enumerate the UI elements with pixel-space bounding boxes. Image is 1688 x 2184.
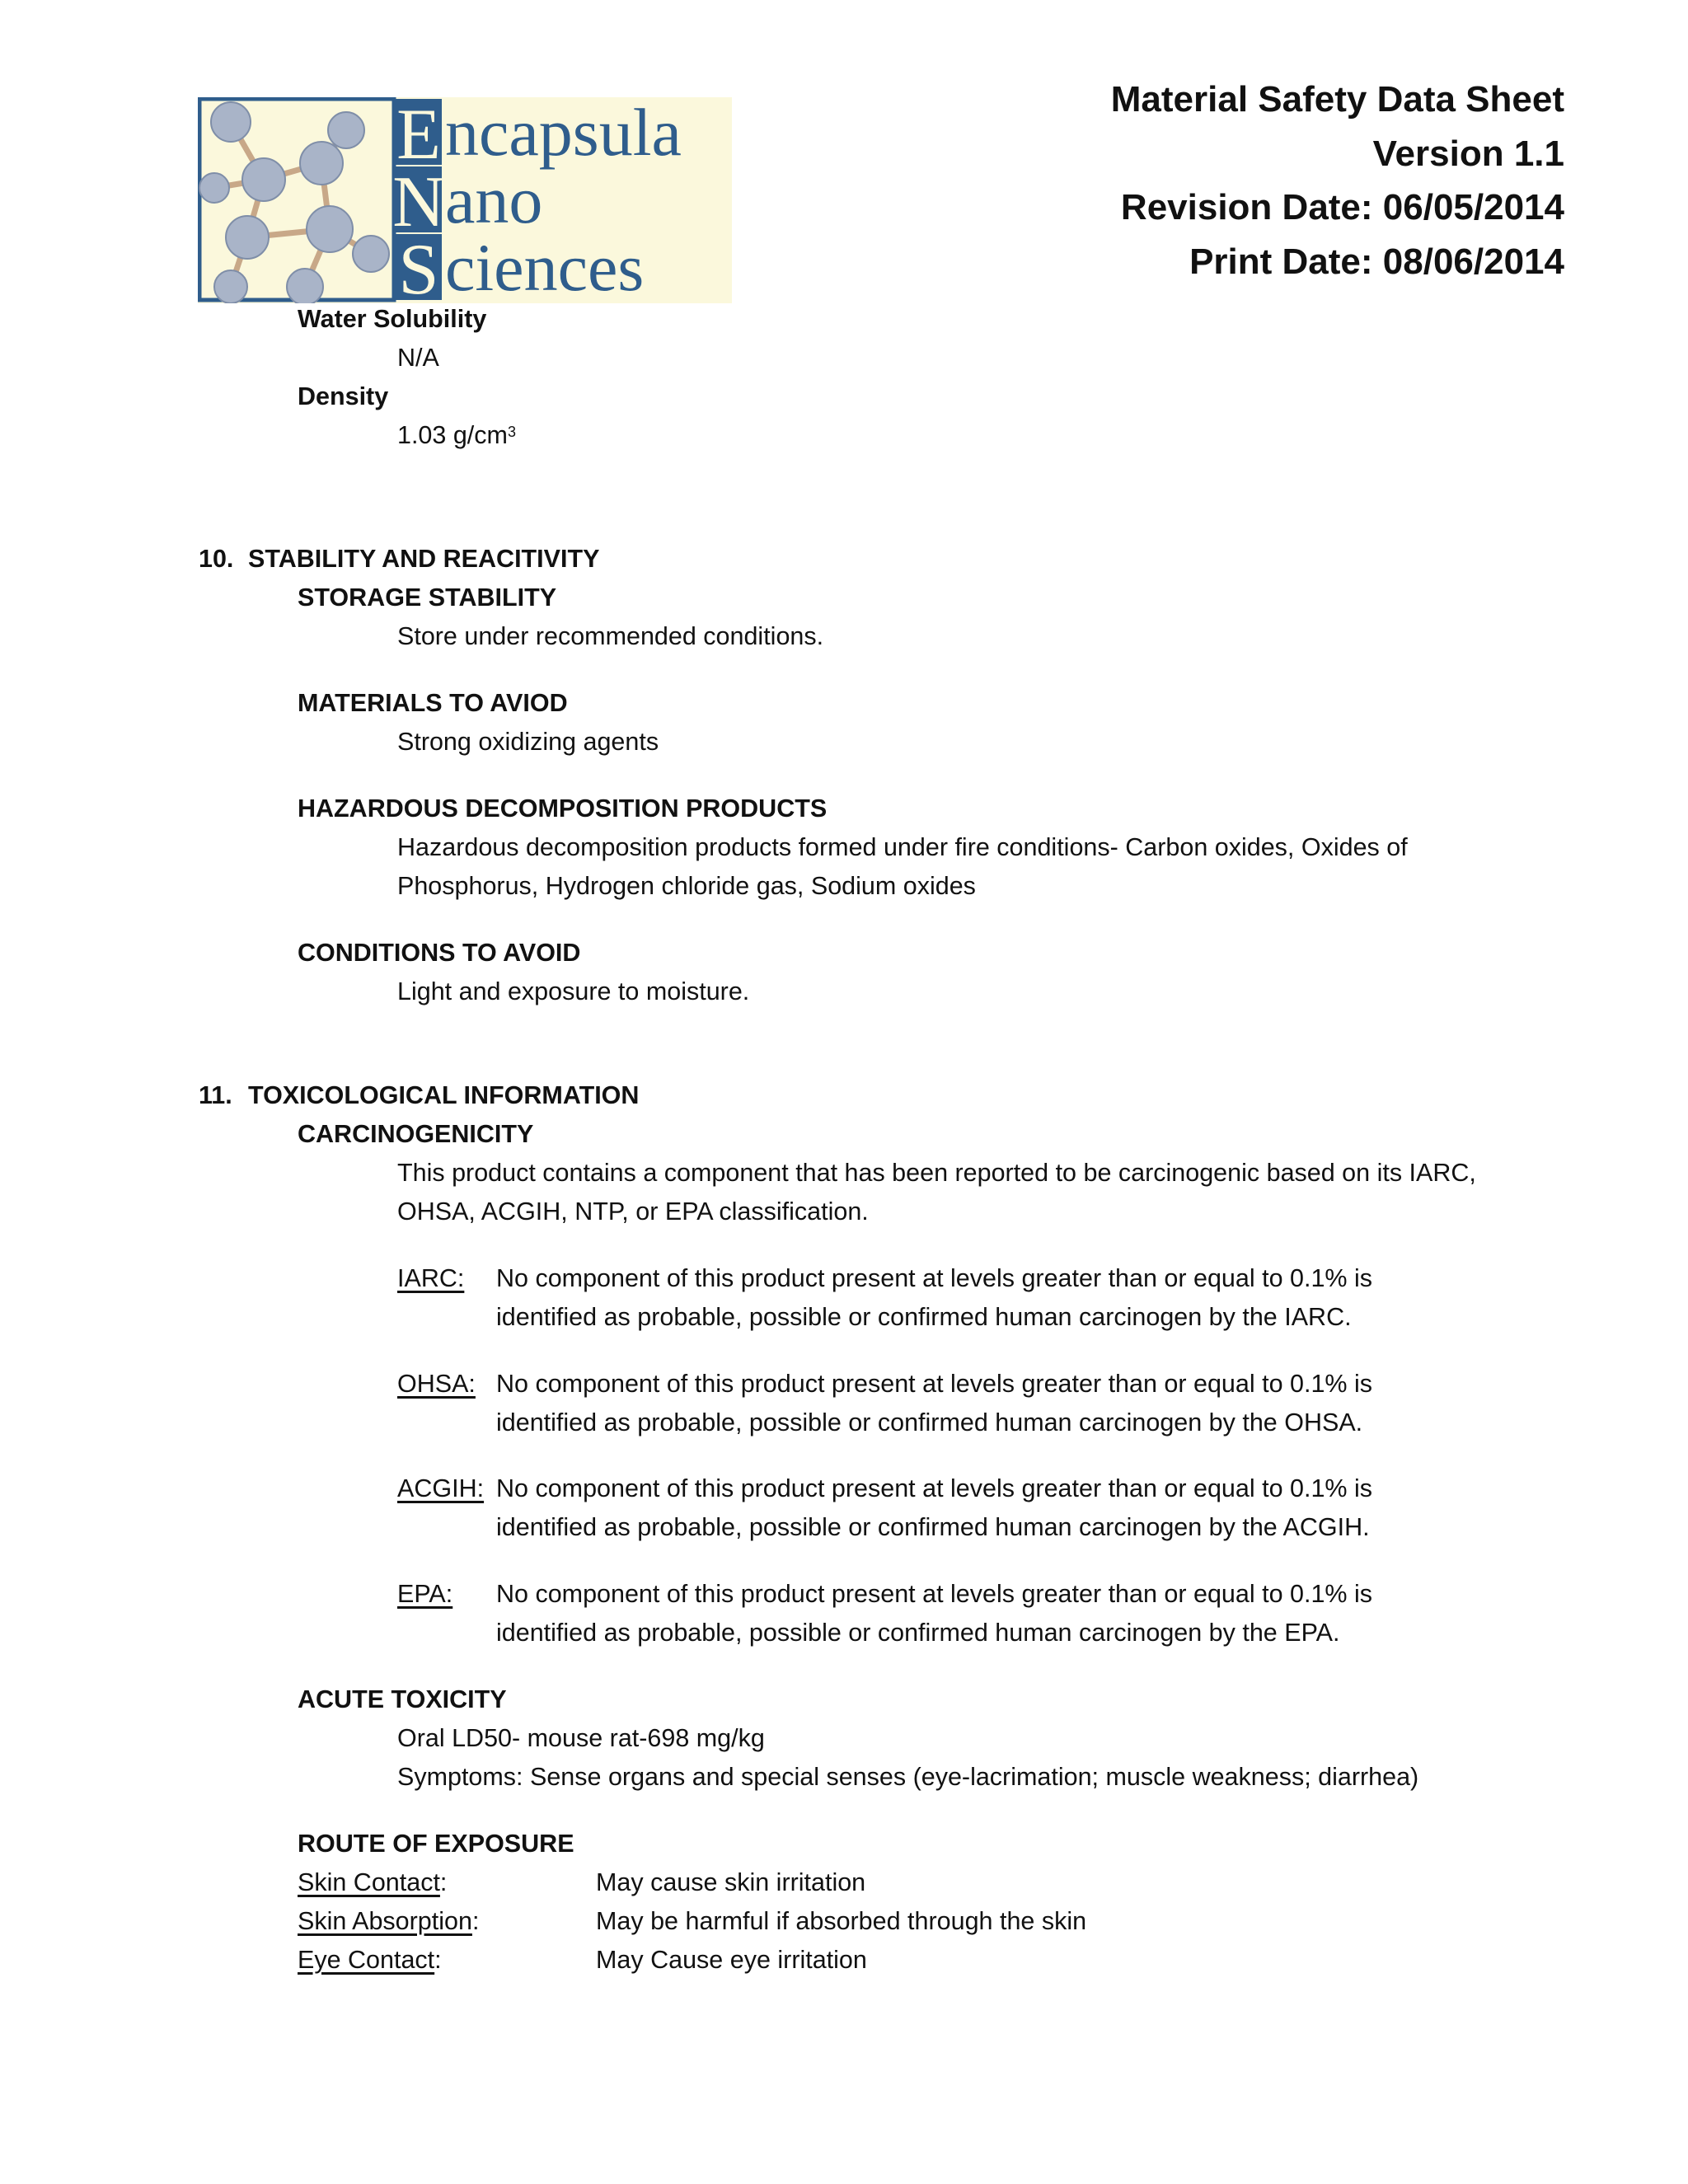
section-11-title: TOXICOLOGICAL INFORMATION bbox=[248, 1081, 640, 1109]
agency-label-iarc: IARC: bbox=[397, 1264, 465, 1292]
document-version: Version 1.1 bbox=[1372, 133, 1564, 174]
route-value-skin-absorption: May be harmful if absorbed through the skin bbox=[596, 1907, 1087, 1935]
svg-text:E: E bbox=[396, 97, 441, 175]
density-number: 1.03 g/cm bbox=[397, 421, 508, 449]
molecule-graphic bbox=[199, 99, 394, 303]
density-exponent: 3 bbox=[507, 424, 516, 440]
route-label-skin-contact: Skin Contact: bbox=[298, 1868, 448, 1896]
agency-label-acgih: ACGIH: bbox=[397, 1474, 485, 1502]
agency-text-acgih-1: No component of this product present at levels greater than or equal to 0.1% is bbox=[496, 1474, 1373, 1502]
agency-label-epa: EPA: bbox=[397, 1580, 453, 1608]
agency-text-ohsa-2: identified as probable, possible or confirmed human carcinogen by the OHSA. bbox=[496, 1408, 1363, 1436]
svg-text:ano: ano bbox=[445, 162, 543, 237]
route-name: Skin Contact bbox=[298, 1868, 440, 1896]
acute-toxicity-text-1: Oral LD50- mouse rat-698 mg/kg bbox=[397, 1724, 765, 1752]
materials-to-avoid-label: MATERIALS TO AVIOD bbox=[298, 689, 568, 717]
agency-text-acgih-2: identified as probable, possible or confirmed human carcinogen by the ACGIH. bbox=[496, 1513, 1370, 1541]
storage-stability-label: STORAGE STABILITY bbox=[298, 583, 557, 612]
route-label-skin-absorption: Skin Absorption: bbox=[298, 1907, 480, 1935]
agency-text-iarc-2: identified as probable, possible or confirmed human carcinogen by the IARC. bbox=[496, 1303, 1352, 1331]
revision-date: Revision Date: 06/05/2014 bbox=[1120, 187, 1564, 227]
section-11-number: 11. bbox=[199, 1081, 232, 1109]
water-solubility-label: Water Solubility bbox=[298, 305, 487, 333]
agency-label-ohsa: OHSA: bbox=[397, 1370, 476, 1398]
conditions-to-avoid-label: CONDITIONS TO AVOID bbox=[298, 939, 581, 967]
agency-text-epa-1: No component of this product present at levels greater than or equal to 0.1% is bbox=[496, 1580, 1373, 1608]
svg-text:S: S bbox=[398, 230, 439, 303]
route-value-skin-contact: May cause skin irritation bbox=[596, 1868, 866, 1896]
hazardous-decomposition-text-2: Phosphorus, Hydrogen chloride gas, Sodium oxides bbox=[397, 872, 976, 900]
document-title: Material Safety Data Sheet bbox=[1110, 79, 1564, 120]
materials-to-avoid-text: Strong oxidizing agents bbox=[397, 728, 659, 756]
svg-text:ciences: ciences bbox=[445, 230, 645, 303]
section-10-title: STABILITY AND REACITIVITY bbox=[248, 545, 600, 573]
carcinogenicity-label: CARCINOGENICITY bbox=[298, 1120, 534, 1148]
acute-toxicity-label: ACUTE TOXICITY bbox=[298, 1685, 507, 1713]
route-label-eye-contact: Eye Contact: bbox=[298, 1946, 442, 1974]
agency-text-iarc-1: No component of this product present at levels greater than or equal to 0.1% is bbox=[496, 1264, 1373, 1292]
route-name: Skin Absorption bbox=[298, 1907, 472, 1935]
encapsula-logo bbox=[198, 97, 732, 303]
hazardous-decomposition-text-1: Hazardous decomposition products formed under fire conditions- Carbon oxides, Oxides of bbox=[397, 833, 1408, 861]
hazardous-decomposition-label: HAZARDOUS DECOMPOSITION PRODUCTS bbox=[298, 794, 828, 823]
section-10-number: 10. bbox=[199, 545, 234, 573]
acute-toxicity-text-2: Symptoms: Sense organs and special senses (eye-lacrimation; muscle weakness; diarrhea) bbox=[397, 1763, 1419, 1791]
agency-text-ohsa-1: No component of this product present at levels greater than or equal to 0.1% is bbox=[496, 1370, 1373, 1398]
svg-text:N: N bbox=[392, 162, 445, 242]
agency-text-epa-2: identified as probable, possible or confirmed human carcinogen by the EPA. bbox=[496, 1619, 1340, 1647]
svg-text:ncapsula: ncapsula bbox=[445, 97, 682, 170]
density-label: Density bbox=[298, 382, 389, 410]
route-of-exposure-label: ROUTE OF EXPOSURE bbox=[298, 1830, 574, 1858]
carcinogenicity-text-1: This product contains a component that has been reported to be carcinogenic based on its IARC, bbox=[397, 1159, 1476, 1187]
conditions-to-avoid-text: Light and exposure to moisture. bbox=[397, 977, 750, 1005]
print-date: Print Date: 08/06/2014 bbox=[1189, 241, 1564, 282]
document-header bbox=[1111, 73, 1564, 288]
density-value bbox=[397, 419, 516, 452]
water-solubility-value: N/A bbox=[397, 344, 439, 372]
storage-stability-text: Store under recommended conditions. bbox=[397, 622, 824, 650]
route-name: Eye Contact bbox=[298, 1946, 435, 1974]
route-value-eye-contact: May Cause eye irritation bbox=[596, 1946, 867, 1974]
carcinogenicity-text-2: OHSA, ACGIH, NTP, or EPA classification. bbox=[397, 1197, 869, 1226]
